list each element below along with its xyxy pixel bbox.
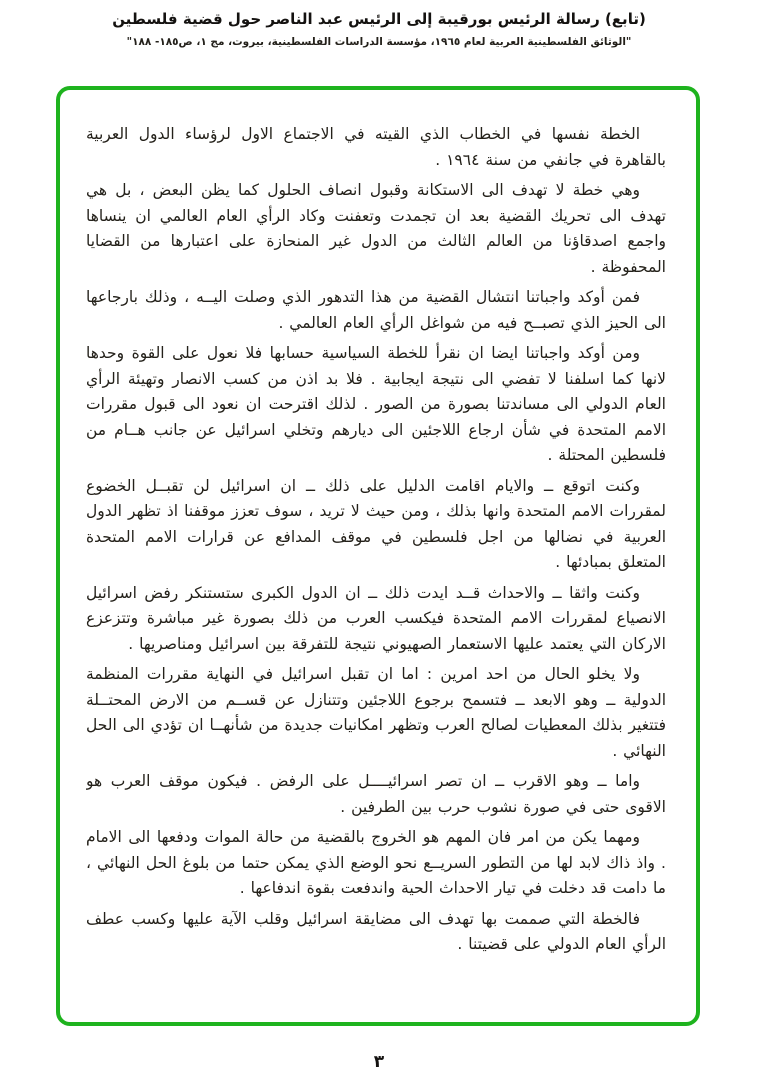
paragraph: وهي خطة لا تهدف الى الاستكانة وقبول انصاف الحلول كما يظن البعض ، بل هي تهدف الى تحريك القضية بعد ان تجمدت وتعفنت وكاد الرأي العام العالمي ان ينساها واجمع اصدقاؤنا من العالم الثالث من الدول غير المنحازة على اعتبارها من القضايا المحفوظة . [86,181,666,276]
document-body [86,122,666,1008]
paragraph: فالخطة التي صممت بها تهدف الى مضايقة اسرائيل وقلب الآية عليها وكسب عطف الرأي العام الدولي على قضيتنا . [86,909,666,953]
page-number: ٣ [373,1052,385,1072]
green-border-frame [56,86,700,1026]
page-header [0,10,758,48]
paragraph: ومن أوكد واجباتنا ايضا ان نقرأ للخطة السياسية حسابها فلا نعول على القوة وحدها لانها كما اسلفنا لا تفضي الى نتيجة ايجابية . فلا بد اذن من كسب الانصار وتهيئة الرأي العام الدولي الى مساندتنا بصورة من الصور . لذلك اقترحت ان نعود الى قبول مقررات الامم المتحدة في شأن ارجاع اللاجئين الى ديارهم وتخلي اسرائيل عن جانب هــام من فلسطين المحتلة . [86,344,666,464]
paragraph: ومهما يكن من امر فان المهم هو الخروج بالقضية من حالة الموات ودفعها الى الامام . واذ ذاك لابد لها من التطور السريــع نحو الوضع الذي يمكن حتما من بلوغ الحل النهائي ، ما دامت قد دخلت في تيار الاحداث الحية واندفعت بقوة اندفاعها . [86,828,666,897]
paragraph: واما ــ وهو الاقرب ــ ان تصر اسرائيــــل على الرفض . فيكون موقف العرب هو الاقوى حتى في صورة نشوب حرب بين الطرفين . [86,772,666,816]
paragraph: وكنت اتوقع ــ والايام اقامت الدليل على ذلك ــ ان اسرائيل لن تقبــل الخضوع لمقررات الامم المتحدة وانها بذلك ، ومن حيث لا تريد ، سوف تعزز موقفنا اذ تظهر الدول العربية في نضالها من اجل فلسطين في موقف المدافع عن قرارات الامم المتحدة المتعلق بمبادئها . [86,476,666,571]
document-citation: "الوثائق الفلسطينية العربية لعام ١٩٦٥، مؤسسة الدراسات الفلسطينية، بيروت، مج ١، ص١٨٥- ١٨٨" [126,36,632,48]
paragraph: وكنت واثقا ــ والاحداث قــد ايدت ذلك ــ ان الدول الكبرى ستستنكر رفض اسرائيل الانصياع لمقررات الامم المتحدة فيكسب العرب من ذلك بصورة غير مباشرة وتتزعزع الاركان التي يعتمد عليها الاستعمار الصهيوني نتيجة للتفرقة بين اسرائيل ومناصريها . [86,583,666,653]
document-title: (تابع) رسالة الرئيس بورقيبة إلى الرئيس عبد الناصر حول قضية فلسطين [112,10,646,28]
paragraph: ولا يخلو الحال من احد امرين : اما ان تقبل اسرائيل في النهاية مقررات المنظمة الدولية ــ وهو الابعد ــ فتسمح برجوع اللاجئين وتتنازل عن قســم من الارض المحتــلة فتتغير بذلك المعطيات لصالح العرب وتظهر امكانيات جديدة من شأنهــا ان تؤدي الى الحل النهائي . [86,665,666,760]
paragraph: فمن أوكد واجباتنا انتشال القضية من هذا التدهور الذي وصلت اليــه ، وذلك بارجاعها الى الحيز الذي تصبــح فيه من شواغل الرأي العام العالمي . [86,288,666,332]
paragraph: الخطة نفسها في الخطاب الذي القيته في الاجتماع الاول لرؤساء الدول العربية بالقاهرة في جانفي من سنة ١٩٦٤ . [86,125,666,169]
